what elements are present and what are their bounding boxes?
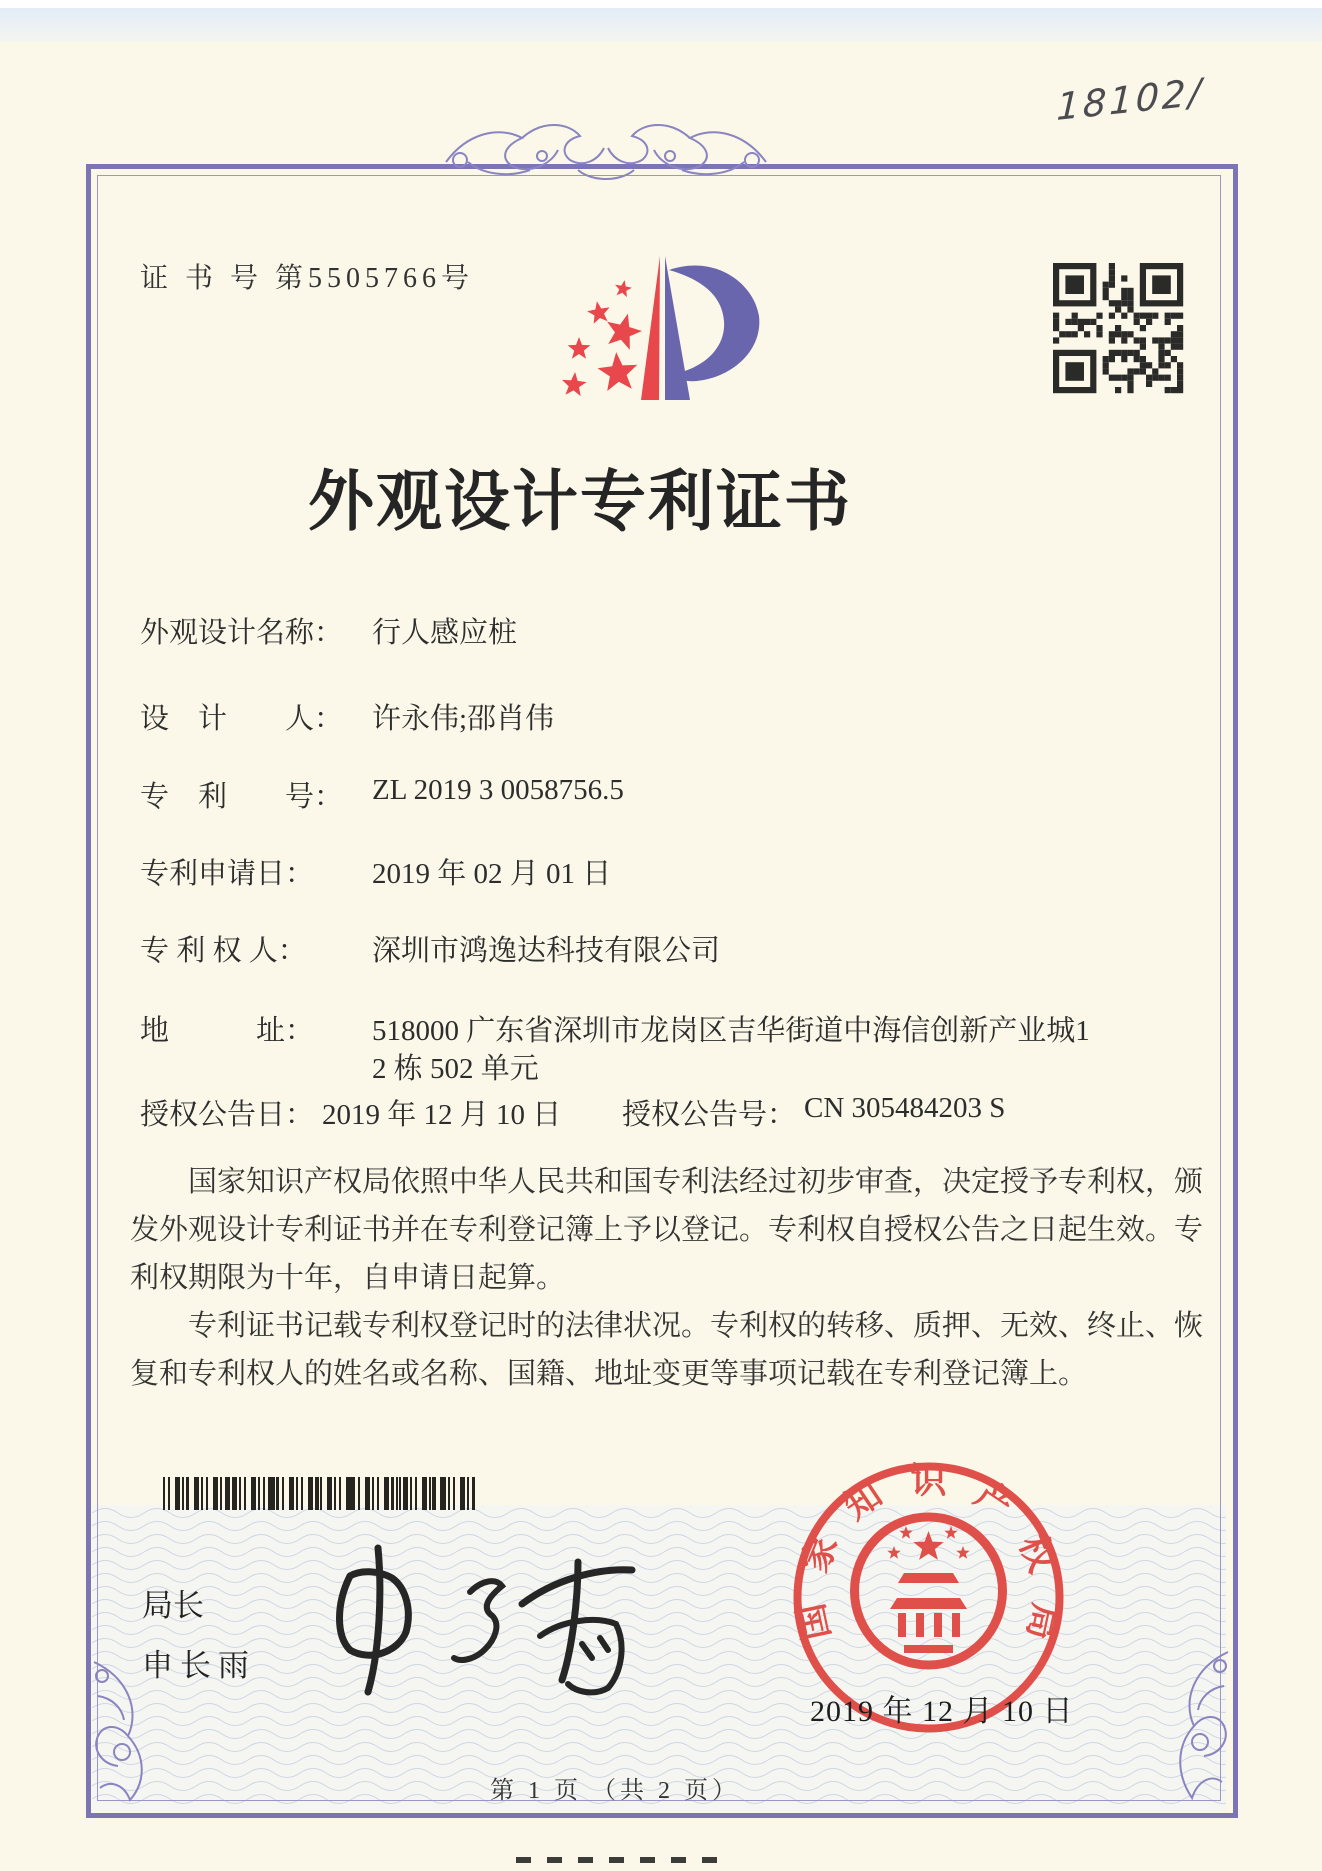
field-label: 专 利 权 人： — [140, 935, 307, 967]
svg-text:知: 知 — [836, 1473, 890, 1528]
field-address — [140, 1008, 1230, 1049]
top-center-flourish-ornament — [438, 110, 774, 198]
svg-text:产: 产 — [967, 1473, 1021, 1528]
svg-text:国: 国 — [790, 1600, 838, 1644]
field-value: 深圳市鸿逸达科技有限公司 — [372, 935, 721, 967]
field-patent-number — [140, 774, 1230, 815]
field-value: ZL 2019 3 0058756.5 — [372, 774, 624, 806]
svg-text:识: 识 — [910, 1460, 947, 1501]
legal-paragraph-1: 国家知识产权局依照中华人民共和国专利法经过初步审查，决定授予专利权，颁发外观设计专利证书并在专利登记簿上予以登记。专利权自授权公告之日起生效。专利权期限为十年，自申请日起算。 — [130, 1166, 1204, 1294]
bottom-right-flourish-ornament — [1122, 1642, 1234, 1808]
scan-edge-white — [0, 0, 1322, 8]
certificate-number: 证 书 号 第5505766号 — [140, 263, 475, 294]
field-patentee — [140, 928, 1230, 969]
commissioner-signature-handwriting — [310, 1540, 660, 1710]
field-value: 行人感应桩 — [372, 617, 518, 649]
field-label: 授权公告号： — [622, 1099, 797, 1131]
field-grant-number — [622, 1092, 1005, 1133]
cutoff-glyph-tops — [516, 1857, 728, 1863]
seal-date: 2019 年 12 月 10 日 — [810, 1695, 1074, 1728]
page-indicator: 第 1 页 （共 2 页） — [490, 1778, 740, 1804]
field-value: CN 305484203 S — [804, 1092, 1006, 1124]
field-value: 2019 年 02 月 01 日 — [372, 858, 612, 890]
cnipa-logo — [556, 246, 776, 408]
svg-text:家: 家 — [794, 1529, 846, 1578]
field-label: 专 利 号： — [140, 781, 344, 813]
field-design-name — [140, 610, 1230, 651]
field-address-line2: 2 栋 502 单元 — [372, 1053, 539, 1085]
field-label: 专利申请日： — [140, 858, 315, 890]
field-label: 授权公告日： — [140, 1099, 315, 1131]
barcode — [163, 1477, 475, 1510]
certificate-title: 外观设计专利证书 — [308, 466, 852, 539]
field-label: 外观设计名称： — [140, 617, 344, 649]
logo-red-spike — [641, 256, 660, 400]
commissioner-title: 局长 — [142, 1588, 204, 1623]
field-value: 518000 广东省深圳市龙岗区吉华街道中海信创新产业城1 — [372, 1015, 1090, 1047]
qr-code — [1048, 258, 1188, 398]
field-value: 许永伟;邵肖伟 — [372, 703, 555, 735]
svg-text:局: 局 — [1019, 1600, 1067, 1644]
scan-edge-blue — [0, 8, 1322, 42]
commissioner-name: 申长雨 — [142, 1648, 256, 1683]
svg-text:权: 权 — [1011, 1529, 1063, 1578]
legal-text — [130, 1158, 1216, 1398]
field-designer — [140, 696, 1230, 737]
field-application-date — [140, 851, 1230, 892]
field-label: 地 址： — [140, 1015, 315, 1047]
legal-paragraph-2: 专利证书记载专利权登记时的法律状况。专利权的转移、质押、无效、终止、恢复和专利权人的姓名或名称、国籍、地址变更等事项记载在专利登记簿上。 — [130, 1310, 1204, 1390]
field-value: 2019 年 12 月 10 日 — [322, 1099, 562, 1131]
seal-national-emblem — [855, 1517, 1003, 1665]
field-grant-date — [140, 1092, 561, 1133]
logo-stars — [562, 280, 642, 396]
handwritten-number: 18102/ — [1055, 70, 1205, 130]
field-label: 设 计 人： — [140, 703, 344, 735]
